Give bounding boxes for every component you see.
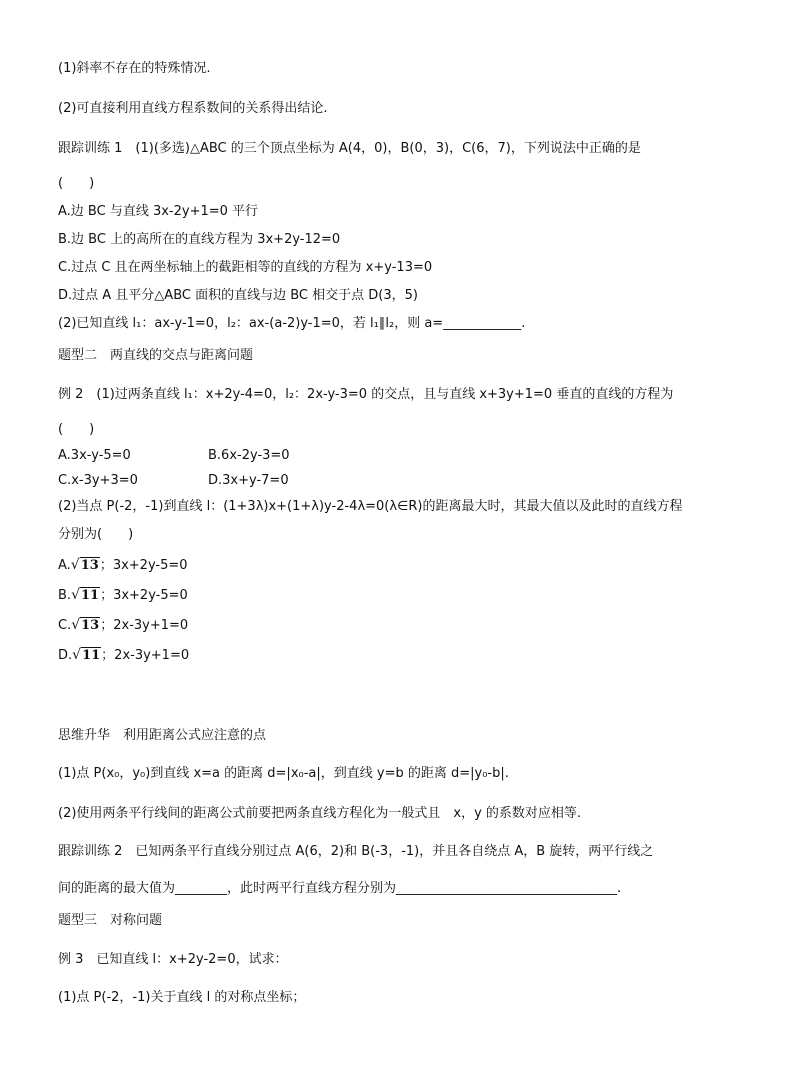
- square-root-icon: √11: [72, 647, 101, 663]
- exercise-2-cont: 间的距离的最大值为________，此时两平行直线方程分别为__________________________________.: [58, 881, 622, 896]
- example-2-part-2: (2)当点 P(-2，-1)到直线 l：(1+3λ)x+(1+λ)y-2-4λ=0(λ∈R)的距离最大时，其最大值以及此时的直线方程: [58, 499, 683, 514]
- option-a: A.3x-y-5=0: [58, 448, 131, 463]
- square-root-icon: √13: [71, 617, 100, 633]
- option-b: B.√11；3x+2y-5=0: [58, 587, 188, 603]
- option-d: D.√11；2x-3y+1=0: [58, 647, 190, 663]
- option-b: B.边 BC 上的高所在的直线方程为 3x+2y-12=0: [58, 232, 341, 247]
- option-row: [58, 447, 131, 465]
- example-2-prompt: 例 2 (1)过两条直线 l₁：x+2y-4=0，l₂：2x-y-3=0 的交点，且与直线 x+3y+1=0 垂直的直线的方程为: [58, 387, 674, 402]
- square-root-icon: √11: [71, 587, 100, 603]
- square-root-icon: √13: [70, 557, 99, 573]
- section-heading-2: 题型二 两直线的交点与距离问题: [58, 348, 254, 363]
- option-c: C.过点 C 且在两坐标轴上的截距相等的直线的方程为 x+y-13=0: [58, 260, 433, 275]
- option-d: D.3x+y-7=0: [208, 473, 289, 488]
- summary-heading: 思维升华 利用距离公式应注意的点: [58, 728, 267, 743]
- summary-point-1: (1)点 P(x₀，y₀)到直线 x=a 的距离 d=|x₀-a|，到直线 y=b 的距离 d=|y₀-b|.: [58, 766, 509, 781]
- example-2-part-2-cont: 分别为( ): [58, 527, 134, 542]
- exercise-1-part-2: (2)已知直线 l₁：ax-y-1=0，l₂：ax-(a-2)y-1=0，若 l₁∥l₂，则 a=____________.: [58, 316, 526, 331]
- exercise-2-prompt: 跟踪训练 2 已知两条平行直线分别过点 A(6，2)和 B(-3，-1)，并且各自绕点 A，B 旋转，两平行线之: [58, 844, 654, 859]
- option-c: C.x-3y+3=0: [58, 473, 138, 488]
- example-3-part-1: (1)点 P(-2，-1)关于直线 l 的对称点坐标；: [58, 990, 306, 1005]
- exercise-1-prompt: 跟踪训练 1 (1)(多选)△ABC 的三个顶点坐标为 A(4，0)，B(0，3)，C(6，7)，下列说法中正确的是: [58, 141, 641, 156]
- note-line-2: (2)可直接利用直线方程系数间的关系得出结论.: [58, 101, 328, 116]
- option-d: D.过点 A 且平分△ABC 面积的直线与边 BC 相交于点 D(3，5): [58, 288, 418, 303]
- option-a: A.√13；3x+2y-5=0: [58, 557, 188, 573]
- example-3-prompt: 例 3 已知直线 l：x+2y-2=0，试求：: [58, 952, 288, 967]
- note-line-1: (1)斜率不存在的特殊情况.: [58, 61, 211, 76]
- answer-paren: ( ): [58, 176, 95, 191]
- answer-paren: ( ): [58, 422, 95, 437]
- option-a: A.边 BC 与直线 3x-2y+1=0 平行: [58, 204, 259, 219]
- option-c: C.√13；2x-3y+1=0: [58, 617, 189, 633]
- summary-point-2: (2)使用两条平行线间的距离公式前要把两条直线方程化为一般式且 x，y 的系数对应相等.: [58, 806, 582, 821]
- section-heading-3: 题型三 对称问题: [58, 913, 163, 928]
- option-b: B.6x-2y-3=0: [208, 448, 290, 463]
